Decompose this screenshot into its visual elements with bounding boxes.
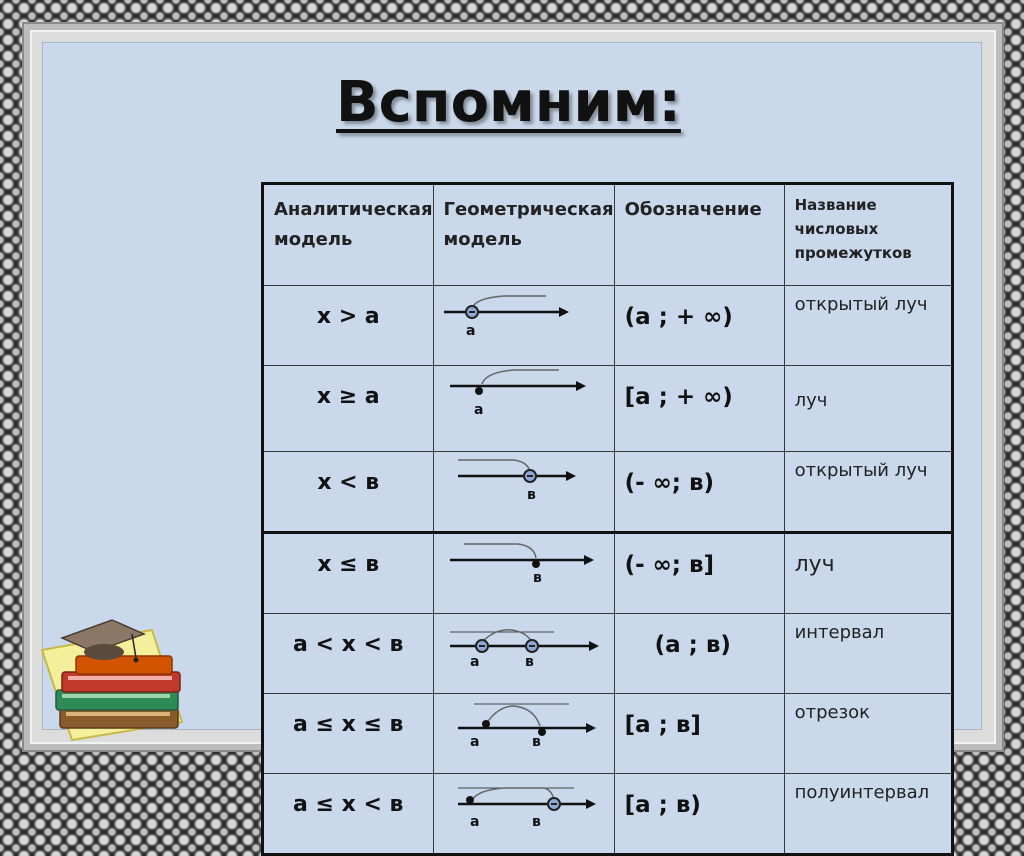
- number-line-interval: [434, 614, 604, 675]
- slide-title: Вспомним:: [336, 70, 681, 135]
- intervals-table: [261, 182, 954, 856]
- number-line-open-ray-left: [434, 452, 604, 513]
- geometric-cell: [433, 774, 614, 855]
- number-line-half-interval: [434, 774, 604, 835]
- books-graduation-cap-icon: [32, 612, 192, 742]
- header-name: Название числовых промежутков: [784, 184, 952, 286]
- analytic-cell: a < x < в: [263, 614, 434, 694]
- name-cell: открытый луч: [784, 286, 952, 366]
- name-cell: отрезок: [784, 694, 952, 774]
- point-label-b: в: [531, 814, 541, 830]
- analytic-cell: x < в: [263, 452, 434, 533]
- name-cell: интервал: [784, 614, 952, 694]
- name-cell: полуинтервал: [784, 774, 952, 855]
- table-row: [263, 452, 953, 533]
- number-line-ray-right: [434, 366, 604, 427]
- geometric-cell: [433, 614, 614, 694]
- notation-cell: (a ; в): [614, 614, 784, 694]
- header-analytic: Аналитическая модель: [263, 184, 434, 286]
- name-cell: луч: [784, 533, 952, 614]
- point-label-a: a: [469, 654, 479, 670]
- notation-cell: [a ; + ∞): [614, 366, 784, 452]
- number-line-segment: [434, 694, 604, 755]
- geometric-cell: [433, 452, 614, 533]
- point-label-b: в: [531, 734, 541, 750]
- notation-cell: (- ∞; в): [614, 452, 784, 533]
- notation-cell: [a ; в): [614, 774, 784, 855]
- notation-cell: (- ∞; в]: [614, 533, 784, 614]
- analytic-cell: x ≥ a: [263, 366, 434, 452]
- name-cell: открытый луч: [784, 452, 952, 533]
- geometric-cell: [433, 366, 614, 452]
- table-row: [263, 533, 953, 614]
- point-label: в: [526, 487, 536, 503]
- table-row: [263, 286, 953, 366]
- analytic-cell: x ≤ в: [263, 533, 434, 614]
- point-label-a: a: [469, 814, 479, 830]
- geometric-cell: [433, 694, 614, 774]
- table-row: [263, 366, 953, 452]
- notation-cell: (a ; + ∞): [614, 286, 784, 366]
- analytic-cell: x > a: [263, 286, 434, 366]
- number-line-ray-left: [434, 534, 604, 595]
- geometric-cell: [433, 286, 614, 366]
- header-geometric: Геометрическая модель: [433, 184, 614, 286]
- point-label: a: [473, 402, 483, 418]
- table-row: [263, 694, 953, 774]
- geometric-cell: [433, 533, 614, 614]
- name-cell: луч: [784, 366, 952, 452]
- number-line-open-ray-right: [434, 286, 604, 347]
- header-notation: Обозначение: [614, 184, 784, 286]
- table-row: [263, 774, 953, 855]
- analytic-cell: a ≤ x < в: [263, 774, 434, 855]
- point-label: в: [532, 570, 542, 586]
- notation-cell: [a ; в]: [614, 694, 784, 774]
- point-label-a: a: [469, 734, 479, 750]
- analytic-cell: a ≤ x ≤ в: [263, 694, 434, 774]
- point-label-b: в: [524, 654, 534, 670]
- table-row: [263, 614, 953, 694]
- point-label: a: [465, 323, 475, 339]
